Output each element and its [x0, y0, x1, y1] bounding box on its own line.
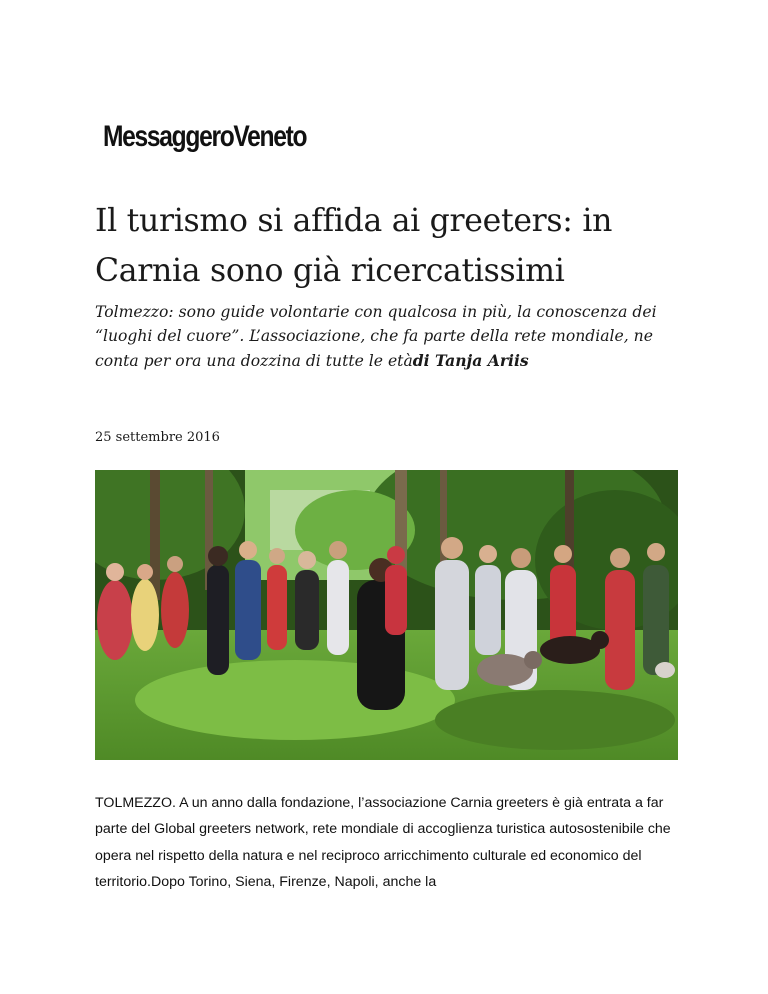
masthead-logo[interactable]: MessaggeroVeneto: [103, 120, 307, 153]
article-date: 25 settembre 2016: [95, 430, 220, 445]
photo-greeters-group-in-forest: [95, 470, 678, 760]
article-photo: [95, 470, 678, 760]
article-summary: [95, 300, 685, 373]
summary-text: Tolmezzo: sono guide volontarie con qualcosa in più, la conoscenza dei “luoghi del cuore”. L’associazione, che fa parte della rete mondiale, ne conta per ora una dozzina di tutte le età: [95, 303, 657, 370]
article-body: TOLMEZZO. A un anno dalla fondazione, l’associazione Carnia greeters è già entrata a far parte del Global greeters network, rete mondiale di accoglienza turistica autosostenibile che opera nel rispetto della natura e nel reciproco arricchimento culturale ed economico del territorio.Dopo Torino, Siena, Firenze, Napoli, anche la: [95, 795, 671, 891]
article-author: di Tanja Ariis: [412, 350, 529, 370]
article-headline: Il turismo si affida ai greeters: in Carnia sono già ricercatissimi: [95, 203, 613, 289]
